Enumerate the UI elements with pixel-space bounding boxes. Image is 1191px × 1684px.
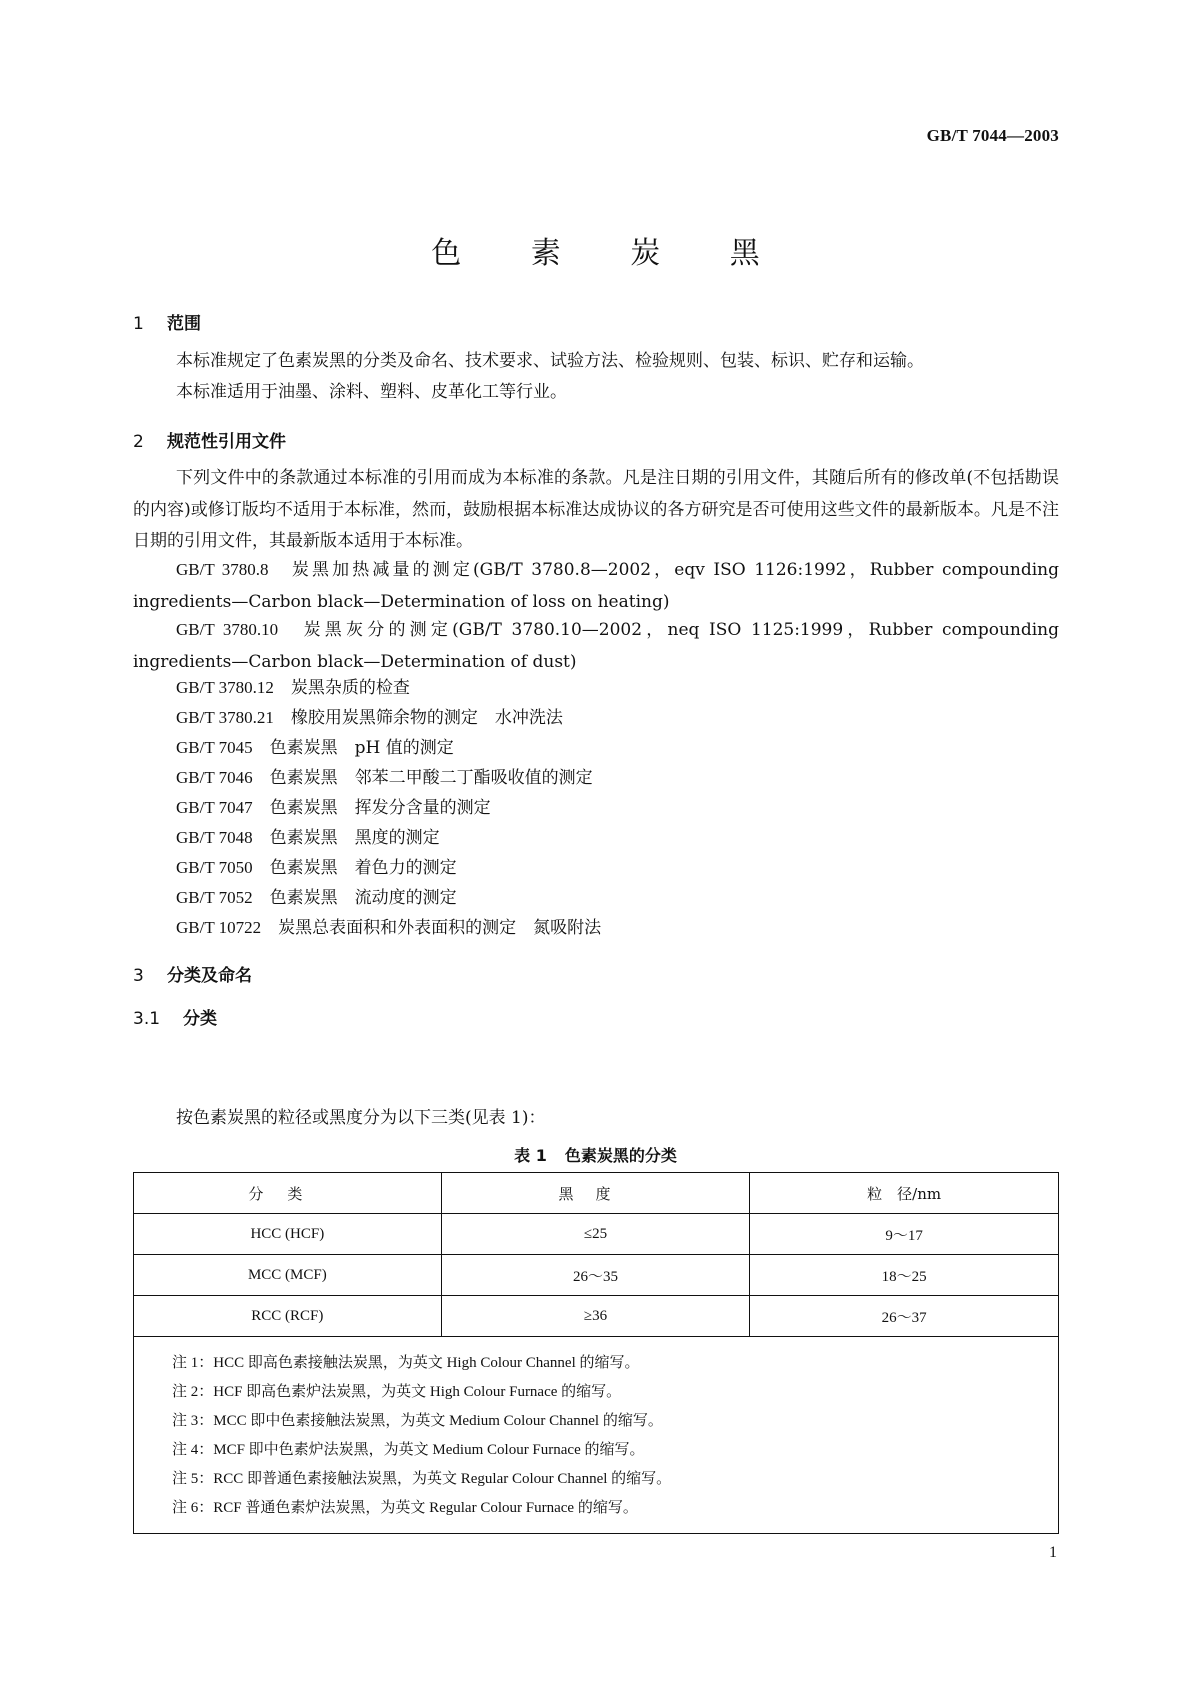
reference-code: GB/T 3780.8: [176, 560, 269, 579]
table-cell: HCC (HCF): [134, 1214, 442, 1255]
table-cell: ≥36: [441, 1296, 750, 1337]
table-caption-title: 色素炭黑的分类: [564, 1146, 677, 1165]
reference-item: [176, 882, 457, 914]
table-cell: 26～35: [441, 1255, 750, 1296]
reference-code: GB/T 7048: [176, 828, 253, 847]
reference-title: 色素炭黑 黑度的测定: [269, 828, 440, 848]
table-row: [134, 1255, 1059, 1296]
scope-paragraph-2: 本标准适用于油墨、涂料、塑料、皮革化工等行业。: [176, 382, 567, 402]
table-note: 注 3：MCC 即中色素接触法炭黑，为英文 Medium Colour Channel 的缩写。: [172, 1413, 663, 1429]
table-cell: MCC (MCF): [134, 1255, 442, 1296]
section-number: 1: [133, 314, 144, 334]
scope-paragraph-1: 本标准规定了色素炭黑的分类及命名、技术要求、试验方法、检验规则、包装、标识、贮存和运输。: [176, 351, 924, 371]
table-row: [134, 1214, 1059, 1255]
reference-code: GB/T 3780.12: [176, 678, 274, 697]
reference-code: GB/T 7046: [176, 768, 253, 787]
reference-title: 色素炭黑 邻苯二甲酸二丁酯吸收值的测定: [269, 768, 593, 788]
table-cell: 26～37: [750, 1296, 1059, 1337]
table-header-cell: 黑度: [441, 1173, 750, 1214]
references-intro: 下列文件中的条款通过本标准的引用而成为本标准的条款。凡是注日期的引用文件，其随后所有的修改单(不包括勘误的内容)或修订版均不适用于本标准，然而，鼓励根据本标准达成协议的各方研究是否可使用这些文件的最新版本。凡是不注日期的引用文件，其最新版本适用于本标准。: [133, 468, 1059, 551]
section-heading-references: [133, 427, 286, 452]
table-header-cell: 粒 径/nm: [750, 1173, 1059, 1214]
table-note: 注 5：RCC 即普通色素接触法炭黑，为英文 Regular Colour Channel 的缩写。: [172, 1471, 672, 1487]
reference-item: [176, 792, 491, 824]
reference-title: 色素炭黑 pH 值的测定: [269, 738, 454, 758]
reference-title: 炭黑总表面积和外表面积的测定 氮吸附法: [278, 918, 602, 938]
table-notes-row: [134, 1337, 1059, 1534]
reference-title: 炭黑加热减量的测定(GB/T 3780.8—2002，eqv ISO 1126:1992，Rubber compounding ingredients—Carbon black—Determination of loss on heating): [133, 560, 1059, 612]
subsection-heading: [133, 1004, 217, 1029]
table-caption: [0, 1143, 1191, 1166]
classification-table: [133, 1172, 1059, 1534]
table-header-cell: 分类: [134, 1173, 442, 1214]
subsection-number: 3.1: [133, 1009, 161, 1029]
reference-item: [176, 732, 454, 764]
section-title: 规范性引用文件: [167, 432, 286, 452]
reference-code: GB/T 7047: [176, 798, 253, 817]
table-cell: RCC (RCF): [134, 1296, 442, 1337]
reference-title: 炭黑杂质的检查: [290, 678, 410, 698]
table-cell: ≤25: [441, 1214, 750, 1255]
reference-item: [176, 822, 440, 854]
section-title: 范围: [167, 314, 201, 334]
table-notes: [134, 1337, 1059, 1534]
reference-item: [176, 912, 601, 944]
reference-item: [176, 852, 457, 884]
reference-item: [176, 702, 563, 734]
reference-item: [133, 554, 1059, 618]
table-row: [134, 1296, 1059, 1337]
subsection-title: 分类: [183, 1009, 217, 1029]
section-heading-classification: [133, 961, 252, 986]
reference-title: 色素炭黑 挥发分含量的测定: [269, 798, 491, 818]
table-cell: 9～17: [750, 1214, 1059, 1255]
table-note: 注 4：MCF 即中色素炉法炭黑，为英文 Medium Colour Furnace 的缩写。: [172, 1442, 645, 1458]
reference-code: GB/T 7050: [176, 858, 253, 877]
reference-code: GB/T 3780.21: [176, 708, 274, 727]
reference-item: [133, 614, 1059, 678]
table-note: 注 6：RCF 普通色素炉法炭黑，为英文 Regular Colour Furnace 的缩写。: [172, 1500, 638, 1516]
reference-title: 炭黑灰分的测定(GB/T 3780.10—2002，neq ISO 1125:1999，Rubber compounding ingredients—Carbon black—Determination of dust): [133, 620, 1059, 672]
reference-title: 色素炭黑 着色力的测定: [269, 858, 457, 878]
table-note: 注 1：HCC 即高色素接触法炭黑，为英文 High Colour Channel 的缩写。: [172, 1355, 640, 1371]
section-number: 2: [133, 432, 144, 452]
standard-code: GB/T 7044—2003: [926, 126, 1059, 145]
table-note: 注 2：HCF 即高色素炉法炭黑，为英文 High Colour Furnace 的缩写。: [172, 1384, 622, 1400]
section-title: 分类及命名: [167, 966, 252, 986]
reference-title: 色素炭黑 流动度的测定: [269, 888, 457, 908]
reference-title: 橡胶用炭黑筛余物的测定 水冲洗法: [290, 708, 563, 728]
section-number: 3: [133, 966, 144, 986]
section-heading-scope: [133, 309, 201, 334]
page-number: 1: [1049, 1544, 1057, 1561]
reference-item: [176, 672, 410, 704]
table-header-row: [134, 1173, 1059, 1214]
reference-item: [176, 762, 593, 794]
classification-text: 按色素炭黑的粒径或黑度分为以下三类(见表 1)：: [176, 1108, 546, 1128]
page-title: 色 素 炭 黑: [431, 236, 790, 271]
table-caption-number: 表 1: [514, 1146, 547, 1165]
table-cell: 18～25: [750, 1255, 1059, 1296]
reference-code: GB/T 7052: [176, 888, 253, 907]
reference-code: GB/T 7045: [176, 738, 253, 757]
reference-code: GB/T 10722: [176, 918, 262, 937]
reference-code: GB/T 3780.10: [176, 620, 279, 639]
